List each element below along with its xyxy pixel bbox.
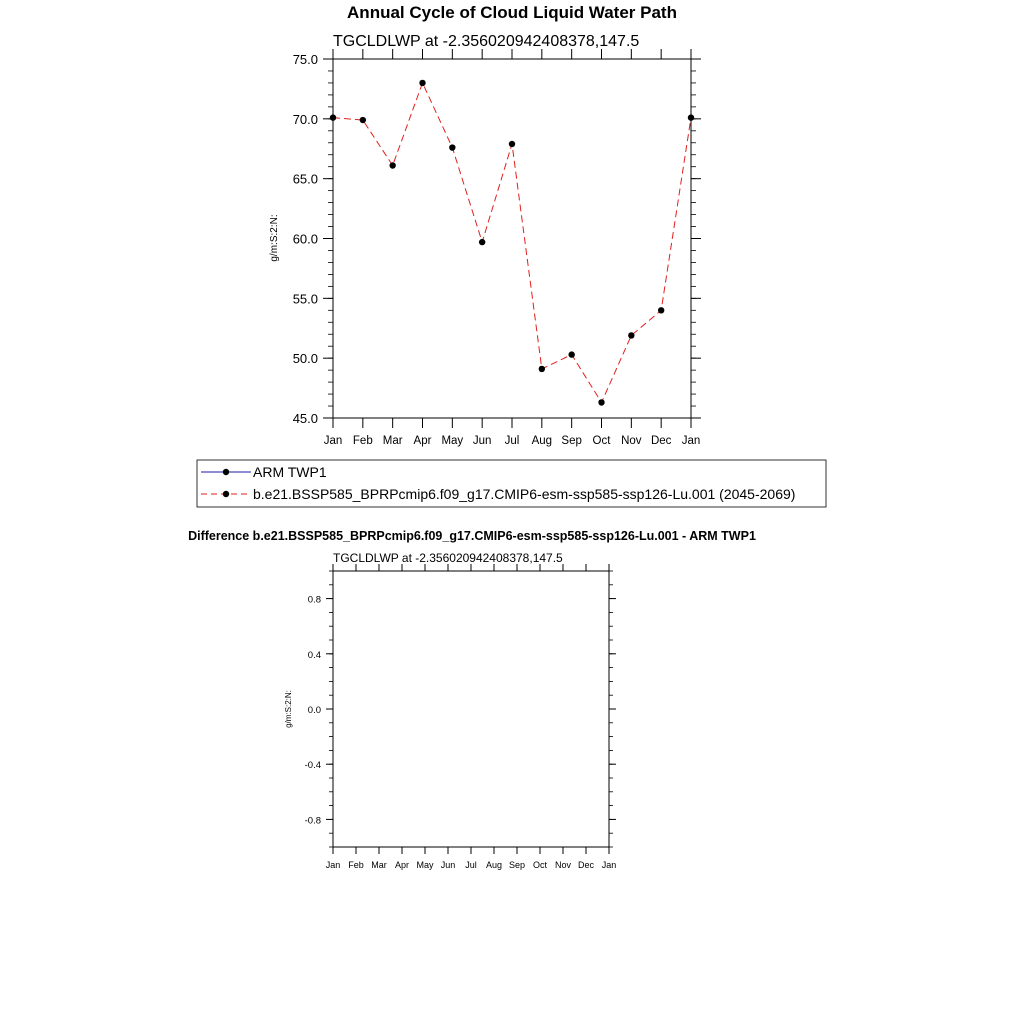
data-point [509,141,515,147]
x-tick-label: Nov [554,860,572,870]
top-plot-area [293,49,701,447]
x-tick-label: Jan [325,860,341,870]
y-tick-label: 55.0 [292,291,318,307]
legend [197,460,826,507]
legend-entry-model: b.e21.BSSP585_BPRPcmip6.f09_g17.CMIP6-esm-ssp585-ssp126-Lu.001 (2045-2069) [253,486,796,502]
data-point [688,114,694,120]
x-tick-label: Jul [465,860,477,870]
data-point [568,351,574,357]
x-tick-label: Dec [650,435,672,447]
plot-frame [333,571,609,847]
x-tick-label: Mar [371,860,387,870]
data-point [479,239,485,245]
chart-title: Annual Cycle of Cloud Liquid Water Path [347,3,677,22]
x-tick-label: Jun [472,435,492,447]
bottom-plot-area [305,564,617,870]
x-tick-label: Sep [508,860,526,870]
diff-chart-title: Difference b.e21.BSSP585_BPRPcmip6.f09_g17.CMIP6-esm-ssp585-ssp126-Lu.001 - ARM TWP1 [188,529,756,543]
data-point [539,366,545,372]
x-tick-label: Feb [348,860,364,870]
x-tick-label: Jan [681,435,701,447]
series-line [333,83,691,403]
data-point [360,117,366,123]
y-tick-label: 0.4 [307,649,321,661]
y-tick-label: -0.8 [304,815,321,827]
x-tick-label: Jun [440,860,456,870]
x-tick-label: Aug [485,860,503,870]
x-tick-label: Jan [323,435,343,447]
chart-subtitle: TGCLDLWP at -2.356020942408378,147.5 [333,33,640,50]
x-tick-label: Apr [394,860,410,870]
data-point [598,399,604,405]
x-tick-label: Jul [504,435,520,447]
x-tick-label: Feb [352,435,373,447]
diff-chart-subtitle: TGCLDLWP at -2.356020942408378,147.5 [333,551,563,565]
y-tick-label: 45.0 [292,411,318,426]
legend-marker-model [223,491,229,497]
y-axis-label: g/m:S:2:N: [269,214,280,262]
y-tick-label: 0.8 [307,594,321,606]
legend-marker-arm [223,469,229,475]
x-tick-label: Apr [413,435,432,447]
x-tick-label: Mar [382,435,403,447]
data-point [330,114,336,120]
x-tick-label: Oct [532,860,548,870]
y-tick-label: 70.0 [292,111,318,127]
y-tick-label: 60.0 [292,231,318,247]
data-point [389,162,395,168]
data-point [449,144,455,150]
y-tick-label: -0.4 [304,760,321,772]
x-tick-label: Dec [577,860,595,870]
data-point [628,332,634,338]
x-tick-label: Nov [621,435,642,447]
x-tick-label: Jan [601,860,617,870]
x-tick-label: Oct [592,435,611,447]
data-point [419,80,425,86]
legend-entry-arm: ARM TWP1 [253,464,327,480]
x-tick-label: May [441,435,464,447]
x-tick-label: Sep [561,435,582,447]
data-point [658,307,664,313]
x-tick-label: May [416,860,434,870]
y-tick-label: 75.0 [292,52,318,67]
x-tick-label: Aug [531,435,553,447]
y-tick-label: 65.0 [292,171,318,187]
diff-y-axis-label: g/m:S:2:N: [284,690,293,728]
plot-frame [333,59,691,418]
y-tick-label: 50.0 [292,351,318,367]
y-tick-label: 0.0 [307,705,321,716]
